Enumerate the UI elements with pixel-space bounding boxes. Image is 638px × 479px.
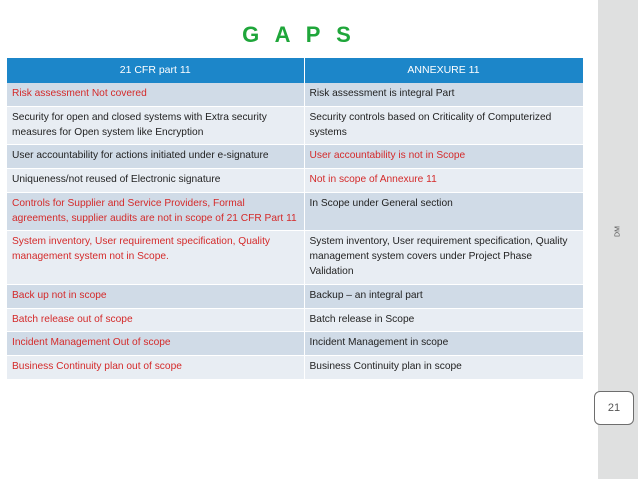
cfr-cell: Back up not in scope	[7, 284, 304, 308]
cfr-cell: Business Continuity plan out of scope	[7, 356, 304, 380]
table-row	[7, 356, 583, 380]
annexure-cell: System inventory, User requirement specification, Quality management system covers under Project Phase Validation	[304, 231, 583, 284]
table-row	[7, 106, 583, 145]
table-row	[7, 308, 583, 332]
table-row	[7, 169, 583, 193]
table-header-row	[7, 58, 583, 83]
cfr-cell: Incident Management Out of scope	[7, 332, 304, 356]
annexure-cell: Batch release in Scope	[304, 308, 583, 332]
table-row	[7, 192, 583, 231]
annexure-cell: Business Continuity plan in scope	[304, 356, 583, 380]
gaps-table	[7, 58, 584, 380]
annexure-cell: Risk assessment is integral Part	[304, 83, 583, 106]
cfr-cell: Risk assessment Not covered	[7, 83, 304, 106]
annexure-cell: Backup – an integral part	[304, 284, 583, 308]
annexure-cell: In Scope under General section	[304, 192, 583, 231]
cfr-cell: System inventory, User requirement specification, Quality management system not in Scope.	[7, 231, 304, 284]
table-row	[7, 145, 583, 169]
page-number: 21	[594, 391, 634, 425]
table-row	[7, 332, 583, 356]
annexure-cell: Security controls based on Criticality of Computerized systems	[304, 106, 583, 145]
cfr-cell: Uniqueness/not reused of Electronic signature	[7, 169, 304, 193]
author-label: DM	[614, 226, 622, 237]
cfr-cell: Security for open and closed systems with Extra security measures for Open system like Encryption	[7, 106, 304, 145]
column-header-annexure: ANNEXURE 11	[304, 58, 583, 83]
cfr-cell: User accountability for actions initiated under e-signature	[7, 145, 304, 169]
slide-title: G A P S	[242, 22, 356, 47]
annexure-cell: User accountability is not in Scope	[304, 145, 583, 169]
table-row	[7, 284, 583, 308]
cfr-cell: Controls for Supplier and Service Providers, Formal agreements, supplier audits are not in scope of 21 CFR Part 11	[7, 192, 304, 231]
table-row	[7, 83, 583, 106]
annexure-cell: Incident Management in scope	[304, 332, 583, 356]
column-header-21cfr: 21 CFR part 11	[7, 58, 304, 83]
annexure-cell: Not in scope of Annexure 11	[304, 169, 583, 193]
table-row	[7, 231, 583, 284]
cfr-cell: Batch release out of scope	[7, 308, 304, 332]
